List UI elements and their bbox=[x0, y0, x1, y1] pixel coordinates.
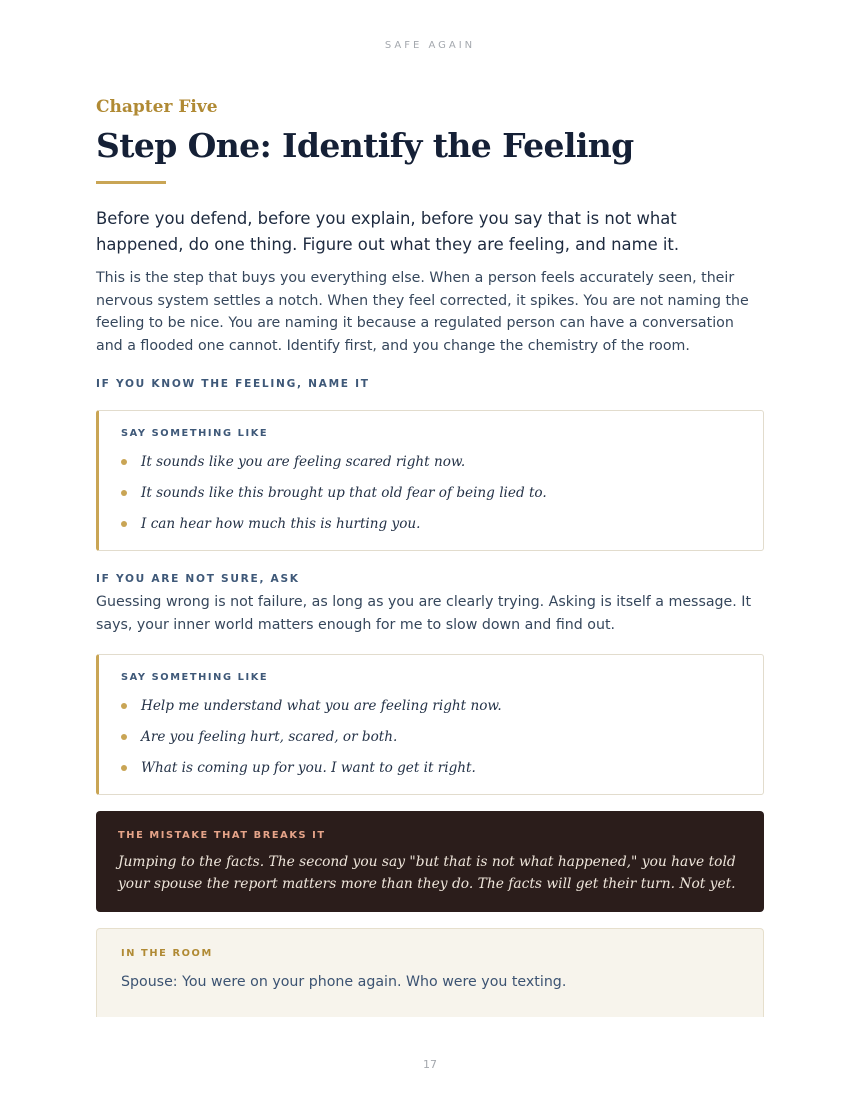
callout-label: SAY SOMETHING LIKE bbox=[121, 671, 269, 683]
room-dialogue: Spouse: You were on your phone again. Who were you texting. bbox=[121, 973, 567, 990]
chapter-title: Step One: Identify the Feeling bbox=[96, 126, 634, 165]
ask-paragraph: Guessing wrong is not failure, as long as you are clearly trying. Asking is itself a message. It says, your inner world matters enough for me to slow down and find out. bbox=[96, 594, 752, 633]
phrase-text: What is coming up for you. I want to get it right. bbox=[141, 759, 476, 776]
phrase-text: It sounds like this brought up that old fear of being lied to. bbox=[141, 485, 547, 502]
page-number: 17 bbox=[423, 1058, 437, 1071]
bullet-dot-icon bbox=[121, 521, 127, 527]
room-label: IN THE ROOM bbox=[121, 947, 213, 959]
title-underline bbox=[96, 181, 166, 184]
bullet-dot-icon bbox=[121, 703, 127, 709]
lead-paragraph: Before you defend, before you explain, before you say that is not what happened, do one thing. Figure out what they are feeling, and name it. bbox=[96, 209, 680, 254]
bullet-dot-icon bbox=[121, 765, 127, 771]
bullet-dot-icon bbox=[121, 459, 127, 465]
chapter-label: Chapter Five bbox=[96, 97, 218, 117]
list-item bbox=[121, 447, 743, 478]
list-item bbox=[121, 509, 743, 540]
list-item bbox=[121, 753, 743, 784]
phrase-text: Help me understand what you are feeling right now. bbox=[141, 697, 502, 714]
section-heading-know: IF YOU KNOW THE FEELING, NAME IT bbox=[96, 378, 370, 391]
running-head: SAFE AGAIN bbox=[384, 40, 476, 51]
bullet-dot-icon bbox=[121, 490, 127, 496]
mistake-text: Jumping to the facts. The second you say "but that is not what happened," you have told your spouse the report matters more than they do. The facts will get their turn. Not yet. bbox=[118, 853, 736, 892]
bullet-dot-icon bbox=[121, 734, 127, 740]
mistake-callout bbox=[96, 811, 764, 912]
list-item bbox=[121, 478, 743, 509]
callout-ask-phrases bbox=[96, 654, 764, 795]
section-heading-ask: IF YOU ARE NOT SURE, ASK bbox=[96, 573, 300, 586]
phrase-text: It sounds like you are feeling scared right now. bbox=[141, 454, 466, 471]
in-the-room-panel bbox=[96, 928, 764, 1017]
callout-know-phrases bbox=[96, 410, 764, 551]
phrase-text: I can hear how much this is hurting you. bbox=[141, 516, 421, 533]
list-item bbox=[121, 691, 743, 722]
phrase-list bbox=[121, 447, 743, 540]
mistake-label: THE MISTAKE THAT BREAKS IT bbox=[118, 829, 326, 841]
list-item bbox=[121, 722, 743, 753]
page-content bbox=[96, 96, 764, 1017]
callout-label: SAY SOMETHING LIKE bbox=[121, 428, 269, 440]
phrase-list bbox=[121, 691, 743, 784]
phrase-text: Are you feeling hurt, scared, or both. bbox=[141, 728, 398, 745]
intro-paragraph: This is the step that buys you everything else. When a person feels accurately seen, their nervous system settles a notch. When they feel corrected, it spikes. You are not naming the feeling to be nice. You are naming it because a regulated person can have a conversation and a flooded one cannot. Identify first, and you change the chemistry of the room. bbox=[96, 270, 749, 354]
